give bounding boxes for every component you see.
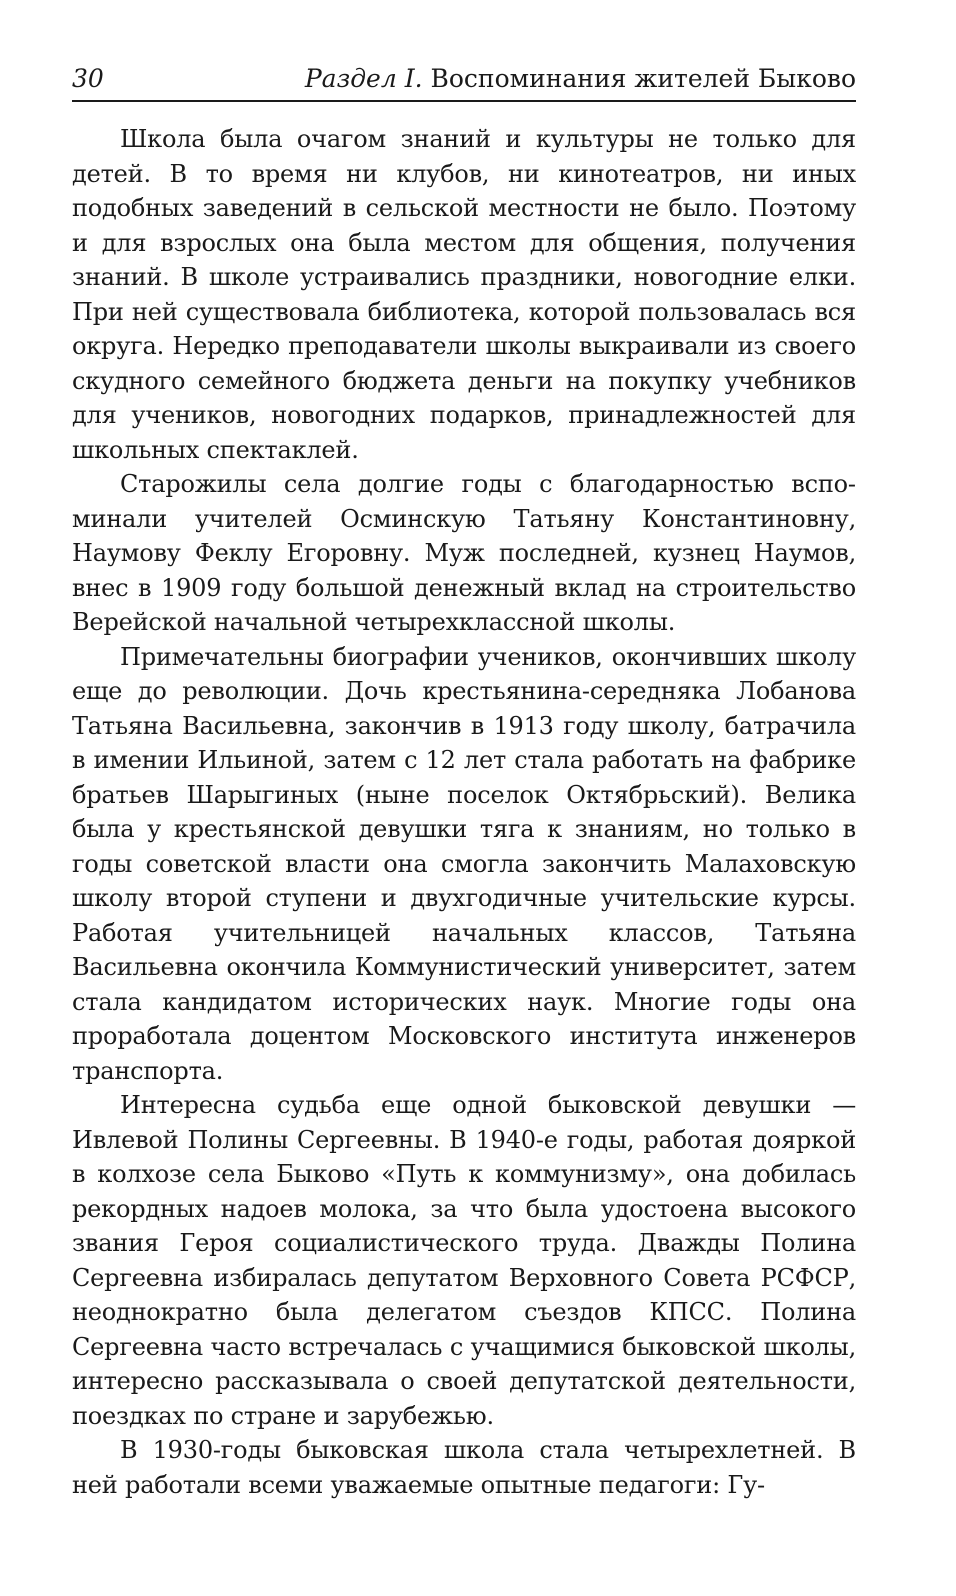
running-header (72, 58, 856, 102)
paragraph-students-biographies: Примечательны биографии учеников, окончивших школу еще до революции. Дочь крестьянина-середняка Лобанова Татьяна Васильевна, закончив в 1913 году школу, батрачила в имении Ильиной, затем с 12 лет стала работать на фабрике братьев Шарыгиных (ныне поселок Октябрьский). Велика была у крестьянской девушки тяга к знаниям, но только в годы советской власти она смогла закончить Малаховскую школу второй ступени и двухгодичные учительские курсы. Работая учительницей начальных классов, Татьяна Васильевна окончила Коммунистический университет, затем стала кандидатом исторических наук. Многие годы она проработала доцентом Московского института инженеров транспорта. (72, 642, 856, 1085)
body-text (72, 122, 856, 1502)
page-number: 30 (72, 64, 104, 93)
paragraph-old-residents: Старожилы села долгие годы с благодарностью вспоминали учителей Осминскую Татьяну Константиновну, Наумову Феклу Егоровну. Муж последней, кузнец Наумов, внес в 1909 году большой денежный вклад на строительство Верейской начальной четырехклассной школы. (72, 470, 856, 636)
section-heading (305, 58, 856, 100)
paragraph-school-center: Школа была очагом знаний и культуры не только для детей. В то время ни клубов, ни кинотеатров, ни иных подобных заведений в сельской местности не было. Поэтому и для взрослых она была местом для общения, получения знаний. В школе устраивались праздники, новогодние елки. При ней существовала библиотека, которой пользовалась вся округа. Нередко преподаватели школы выкраивали из своего скудного семейного бюджета деньги на покупку учебников для учеников, новогодних подарков, принадлежностей для школьных спектаклей. (72, 125, 856, 464)
paragraph-ivleva: Интересна судьба еще одной быковской девушки — Ивлевой Полины Сергеевны. В 1940-е годы, работая дояркой в колхозе села Быково «Путь к коммунизму», она добилась рекордных надоев молока, за что была удостоена высокого звания Героя социалистического труда. Дважды Полина Сергеевна избиралась депутатом Верховного Совета РСФСР, неоднократно была делегатом съездов КПСС. Полина Сергеевна часто встречалась с учащимися быковской школы, интересно рассказывала о своей депутатской деятельности, поездках по стране и зарубежью. (72, 1091, 856, 1430)
section-title: Воспоминания жителей Быково (422, 64, 856, 93)
paragraph-1930s: В 1930-годы быковская школа стала четырехлетней. В ней работали всеми уважаемые опытные педагоги: Гу- (72, 1436, 856, 1499)
section-label: Раздел I. (304, 64, 423, 93)
book-page (72, 58, 856, 1502)
